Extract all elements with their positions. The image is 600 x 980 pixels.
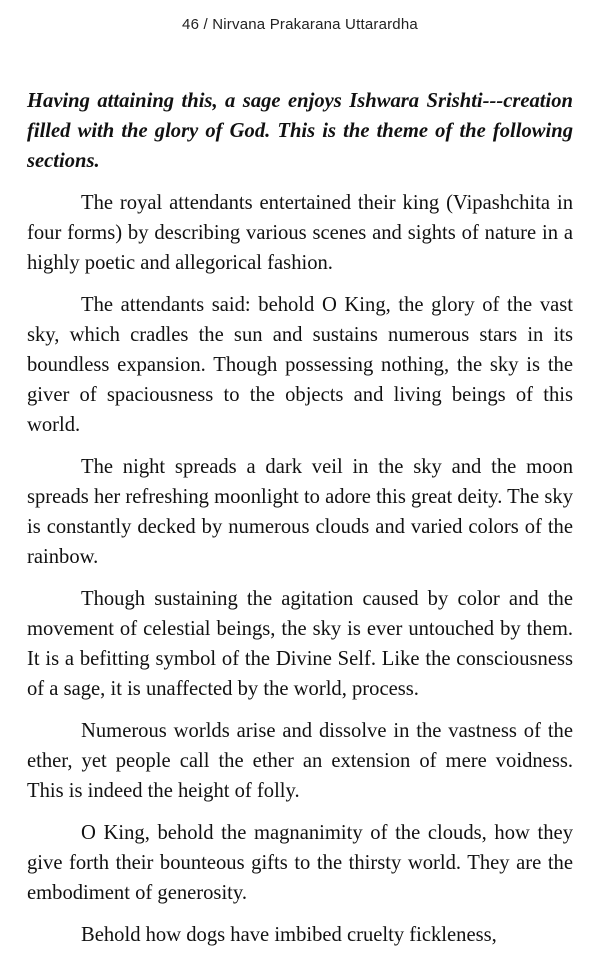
section-intro: Having attaining this, a sage enjoys Ishwara Srishti---creation filled with the glory of God. This is the theme of the following sections. [27, 90, 573, 172]
running-head: 46 / Nirvana Prakarana Uttarardha [182, 16, 418, 33]
paragraph: O King, behold the magnanimity of the clouds, how they give forth their bounteous gifts to the thirsty world. They are the embodiment of generosity. [27, 822, 573, 904]
paragraph: The night spreads a dark veil in the sky and the moon spreads her refreshing moonlight to adore this great deity. The sky is constantly decked by numerous clouds and varied colors of the rainbow. [27, 456, 573, 568]
paragraph: Behold how dogs have imbibed cruelty fickleness, [81, 924, 497, 946]
paragraph: Numerous worlds arise and dissolve in the vastness of the ether, yet people call the ether an extension of mere voidness. This is indeed the height of folly. [27, 720, 573, 802]
paragraph: Though sustaining the agitation caused by color and the movement of celestial beings, the sky is ever untouched by them. It is a befitting symbol of the Divine Self. Like the consciousness of a sage, it is unaffected by the world, process. [27, 588, 573, 700]
paragraph: The attendants said: behold O King, the glory of the vast sky, which cradles the sun and sustains numerous stars in its boundless expansion. Though possessing nothing, the sky is the giver of spaciousness to the objects and living beings of this world. [27, 294, 573, 436]
page-body [27, 86, 573, 962]
paragraph: The royal attendants entertained their king (Vipashchita in four forms) by describing various scenes and sights of nature in a highly poetic and allegorical fashion. [27, 192, 573, 274]
